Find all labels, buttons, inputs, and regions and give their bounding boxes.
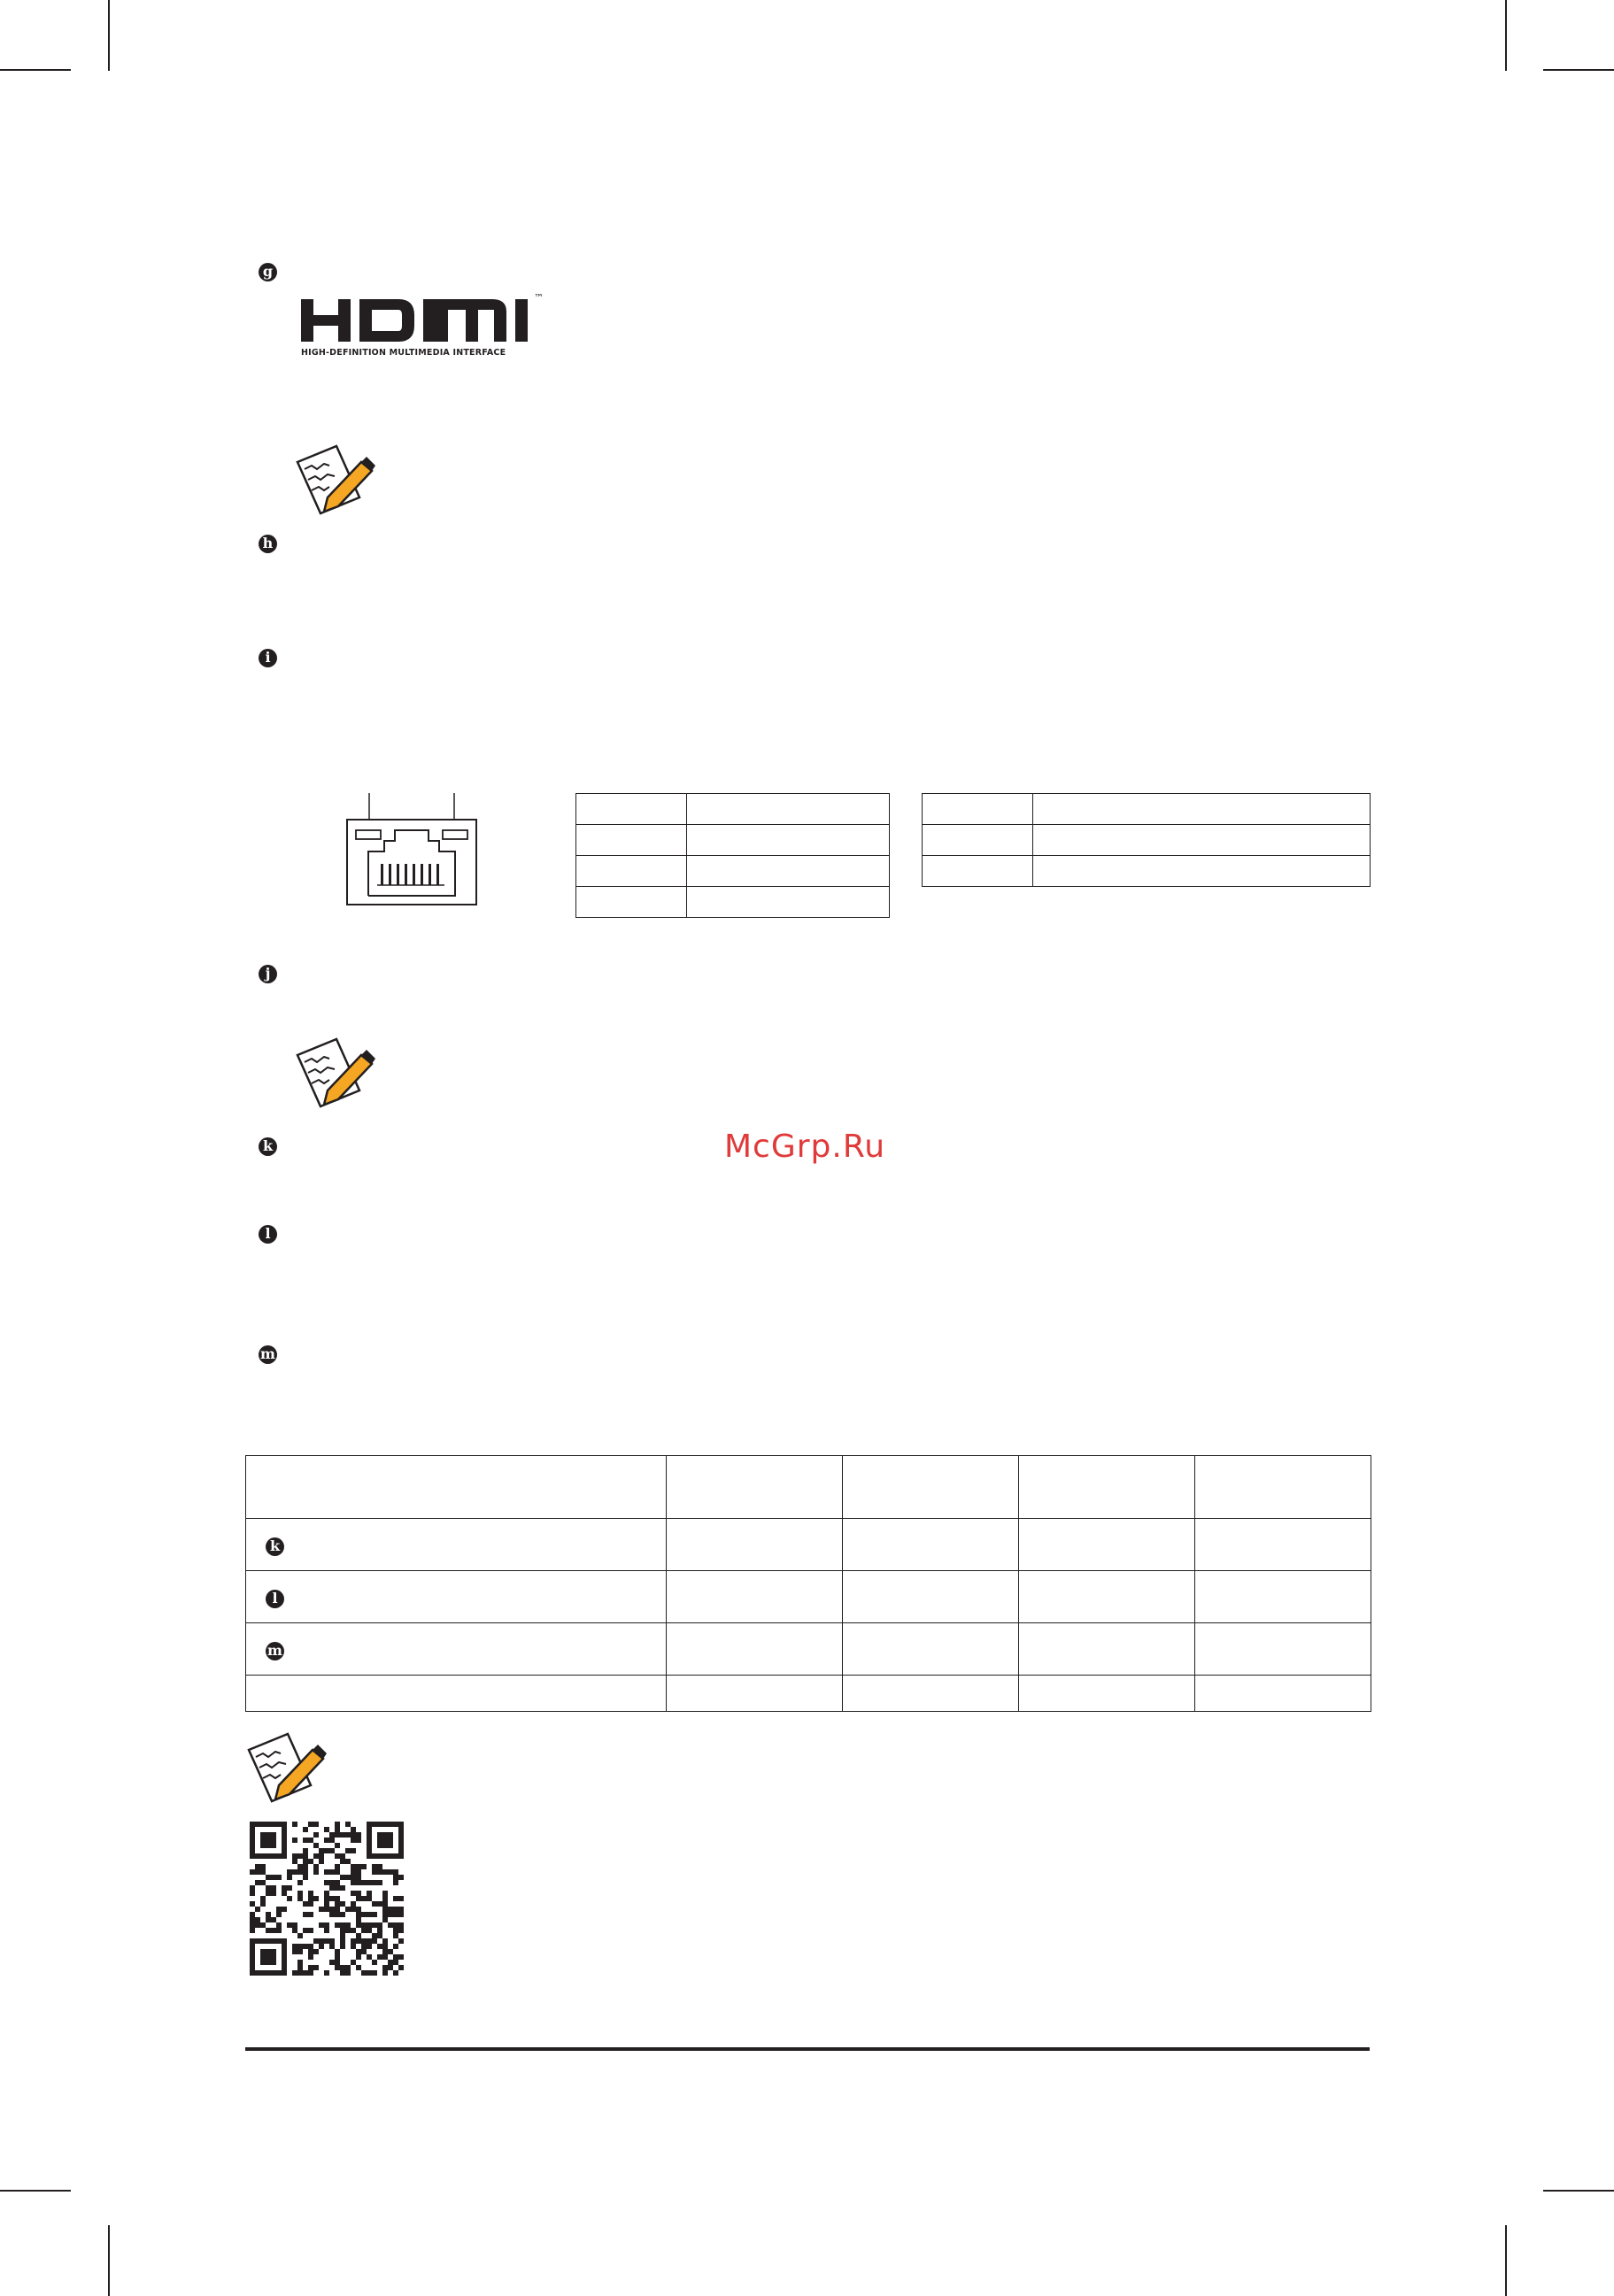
note-pencil-icon xyxy=(292,1036,377,1110)
row-marker-l: l xyxy=(266,1590,284,1608)
table-row xyxy=(246,1623,1371,1676)
qr-code-icon[interactable] xyxy=(250,1822,404,1976)
table-row xyxy=(576,794,890,825)
section-marker-h: h xyxy=(259,535,277,553)
section-marker-j: j xyxy=(259,965,277,983)
section-marker-i: i xyxy=(259,649,277,667)
crop-mark xyxy=(0,69,71,71)
speed-led-table xyxy=(922,793,1371,887)
row-marker-m: m xyxy=(266,1642,284,1660)
footer-rule xyxy=(245,2047,1370,2051)
hdmi-subtitle: HIGH-DEFINITION MULTIMEDIA INTERFACE xyxy=(301,348,506,358)
watermark: McGrp.Ru xyxy=(724,1129,886,1165)
audio-configuration-table xyxy=(245,1455,1371,1712)
table-row xyxy=(576,887,890,918)
hdmi-wordmark xyxy=(299,295,556,346)
hdmi-trademark: ™ xyxy=(534,292,544,304)
lan-port-icon xyxy=(345,793,478,908)
row-marker-k: k xyxy=(266,1537,284,1556)
section-marker-g: g xyxy=(259,263,277,281)
table-row xyxy=(923,825,1371,856)
section-marker-m: m xyxy=(259,1345,277,1364)
table-header-row xyxy=(246,1456,1371,1519)
table-row xyxy=(246,1571,1371,1623)
note-pencil-icon xyxy=(292,443,377,517)
crop-mark xyxy=(0,2190,71,2192)
crop-mark xyxy=(1543,69,1614,71)
table-row xyxy=(923,856,1371,887)
table-row xyxy=(576,856,890,887)
activity-led-table xyxy=(575,793,890,918)
crop-mark xyxy=(1543,2190,1614,2192)
table-row xyxy=(246,1519,1371,1571)
section-marker-k: k xyxy=(259,1137,277,1156)
crop-mark xyxy=(108,2225,110,2296)
table-row xyxy=(246,1676,1371,1712)
table-row xyxy=(923,794,1371,825)
crop-mark xyxy=(1505,0,1507,71)
crop-mark xyxy=(108,0,110,71)
table-row xyxy=(576,825,890,856)
crop-mark xyxy=(1505,2225,1507,2296)
section-marker-l: l xyxy=(259,1225,277,1244)
note-pencil-icon xyxy=(243,1730,328,1805)
